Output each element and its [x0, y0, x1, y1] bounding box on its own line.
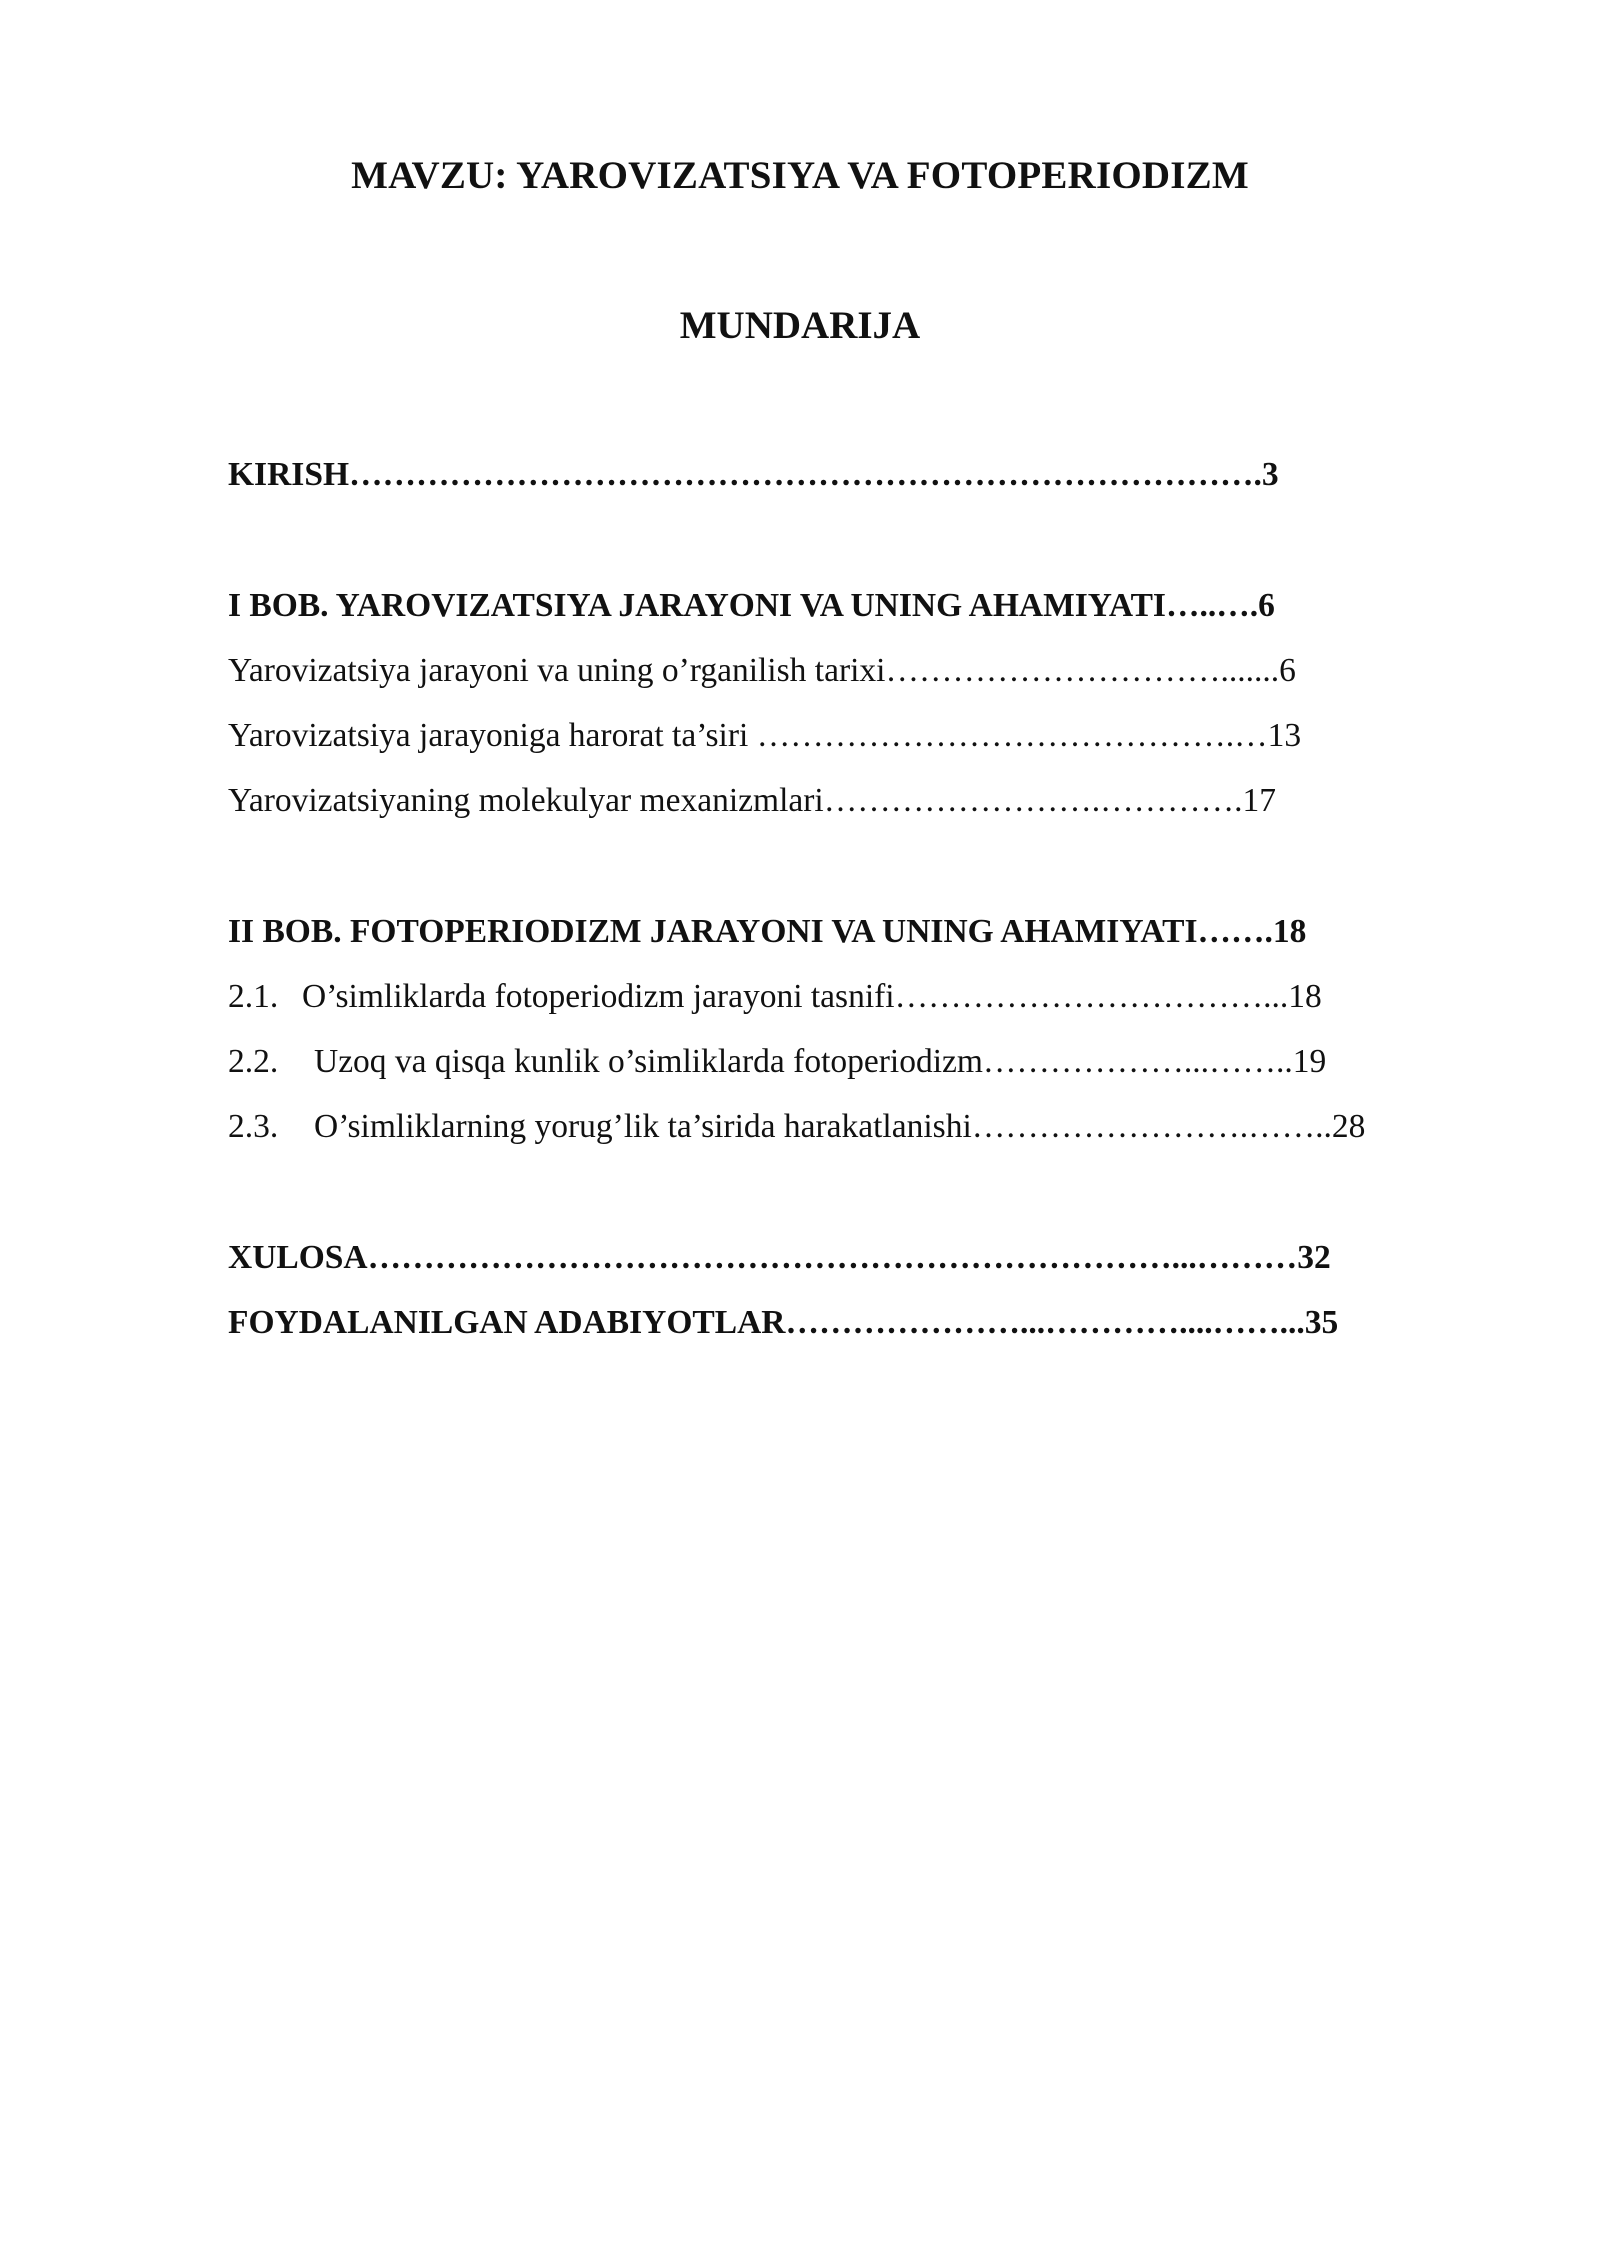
toc-entry-conclusion [228, 1241, 1331, 1275]
toc-entry-text: O’simliklarda fotoperiodizm jarayoni tasnifi……………………………...18 [302, 978, 1322, 1015]
toc-entry-text: FOYDALANILGAN ADABIYOTLAR…………………...…………....……...35 [228, 1304, 1339, 1341]
toc-entry-1-1 [228, 654, 1296, 688]
toc-entry-text: KIRISH……………………………………………………………………….3 [228, 456, 1279, 493]
toc-entry-text: XULOSA………………………………………………………………...………32 [228, 1239, 1331, 1276]
toc-entry-text: II BOB. FOTOPERIODIZM JARAYONI VA UNING AHAMIYATI…….18 [228, 913, 1307, 950]
toc-entry-text: Yarovizatsiya jarayoniga harorat ta’siri …………………………………….…13 [228, 717, 1302, 754]
toc-entry-2-2 [228, 1045, 1326, 1079]
toc-entry-text: O’simliklarning yorug’lik ta’sirida harakatlanishi…………………….……..28 [314, 1108, 1366, 1145]
toc-entry-number: 2.3. [228, 1108, 279, 1145]
toc-entry-text: Yarovizatsiyaning molekulyar mexanizmlari…………………….………….17 [228, 782, 1276, 819]
toc-entry-text: Yarovizatsiya jarayoni va uning o’rganilish tarixi………………………….......6 [228, 652, 1296, 689]
toc-entry-references [228, 1306, 1338, 1340]
toc-entry-number: 2.2. [228, 1043, 279, 1080]
toc-entry-chapter-2 [228, 915, 1306, 949]
toc-entry-text: I BOB. YAROVIZATSIYA JARAYONI VA UNING AHAMIYATI…..….6 [228, 587, 1275, 624]
toc-entry-1-3 [228, 784, 1276, 818]
toc-entry-2-3 [228, 1110, 1365, 1144]
toc-entry-1-2 [228, 719, 1301, 753]
table-of-contents-title: MUNDARIJA [679, 304, 921, 347]
toc-entry-number: 2.1. [228, 978, 279, 1015]
toc-entry-text: Uzoq va qisqa kunlik o’simliklarda fotoperiodizm………………...……..19 [314, 1043, 1327, 1080]
document-topic: MAVZU: YAROVIZATSIYA VA FOTOPERIODIZM [351, 154, 1249, 197]
toc-entry-2-1 [228, 980, 1322, 1014]
toc-entry-introduction [228, 458, 1279, 492]
toc-entry-chapter-1 [228, 589, 1275, 623]
